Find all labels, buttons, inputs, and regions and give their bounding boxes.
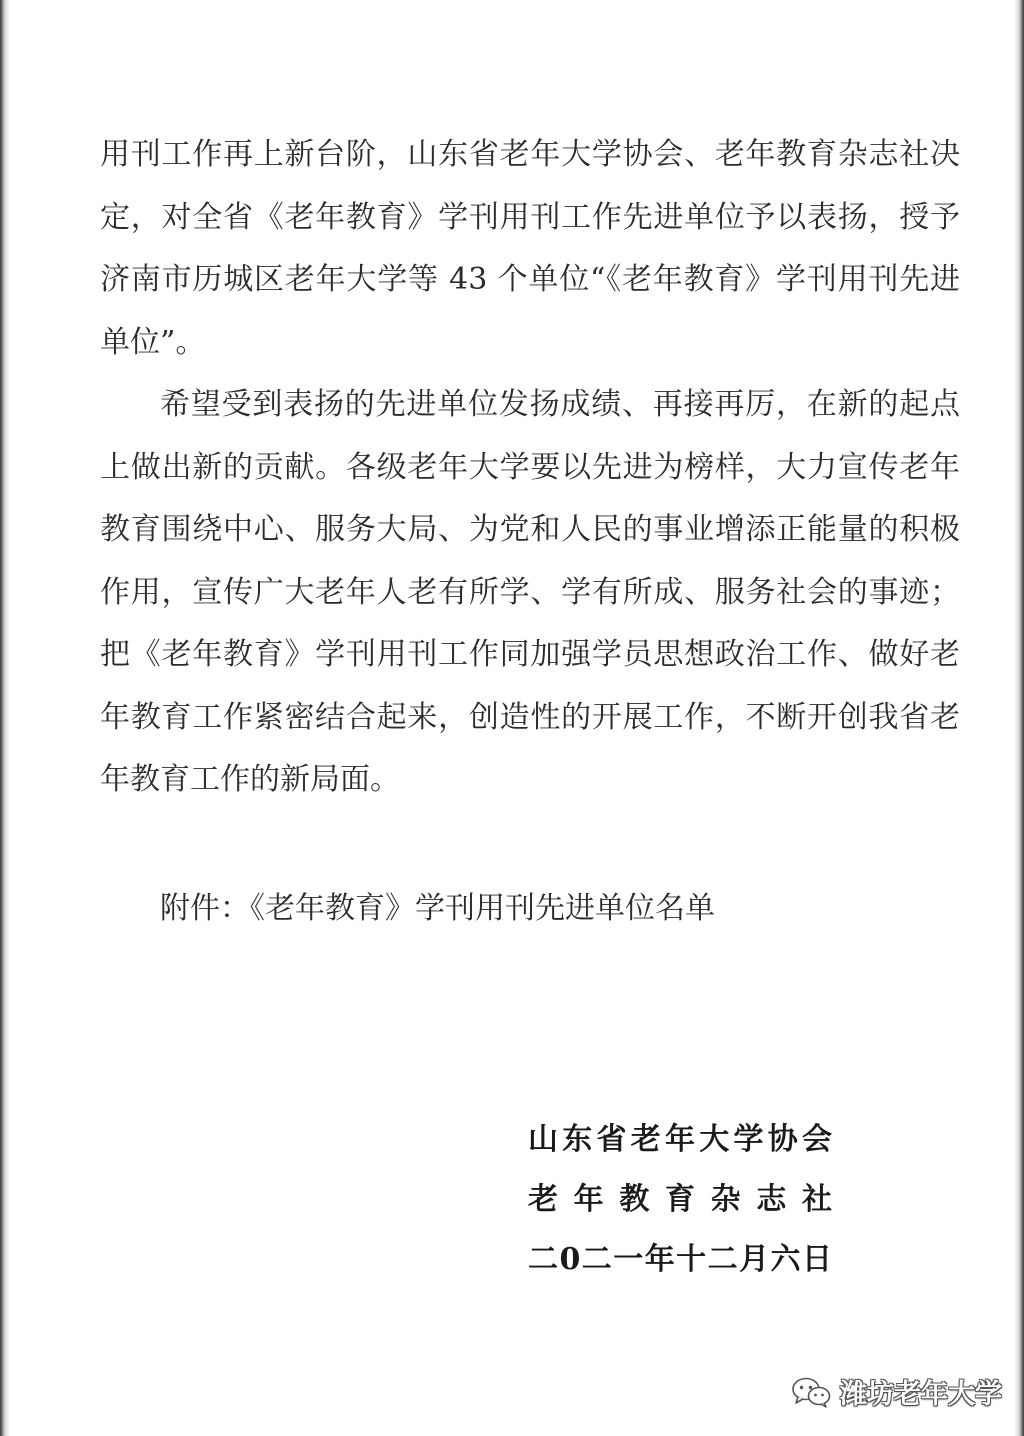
paragraph-line: 作用，宣传广大老年人老有所学、学有所成、服务社会的事迹； <box>100 574 960 610</box>
paragraph-line: 单位”。 <box>100 324 206 360</box>
signature-block <box>528 1110 832 1290</box>
page-edge-left <box>0 0 10 1436</box>
document-body <box>100 124 960 812</box>
paragraph-line: 定，对全省《老年教育》学刊用刊工作先进单位予以表扬，授予 <box>100 199 960 235</box>
signature-organization-2: 老年教育杂志社 <box>528 1182 832 1217</box>
watermark-text: 潍坊老年大学 <box>840 1379 1002 1410</box>
attachment-note: 附件：《老年教育》学刊用刊先进单位名单 <box>160 891 715 926</box>
watermark <box>790 1372 1002 1411</box>
page-edge-right <box>1014 0 1024 1436</box>
paragraph-line: 希望受到表扬的先进单位发扬成绩、再接再厉，在新的起点 <box>160 387 960 422</box>
signature-organization-1: 山东省老年大学协会 <box>528 1122 832 1157</box>
paragraph-line: 上做出新的贡献。各级老年大学要以先进为榜样，大力宣传老年 <box>100 449 960 485</box>
wechat-icon <box>790 1375 832 1409</box>
paragraph-line: 把《老年教育》学刊用刊工作同加强学员思想政治工作、做好老 <box>100 637 960 672</box>
paragraph-line: 济南市历城区老年大学等 43 个单位“《老年教育》学刊用刊先进 <box>100 262 960 297</box>
paragraph-line: 用刊工作再上新台阶，山东省老年大学协会、老年教育杂志社决 <box>100 137 960 172</box>
signature-date: 二0二一年十二月六日 <box>528 1242 832 1277</box>
paragraph-line: 教育围绕中心、服务大局、为党和人民的事业增添正能量的积极 <box>100 512 960 547</box>
paragraph-line: 年教育工作紧密结合起来，创造性的开展工作，不断开创我省老 <box>100 699 960 735</box>
paragraph-line: 年教育工作的新局面。 <box>100 762 400 797</box>
